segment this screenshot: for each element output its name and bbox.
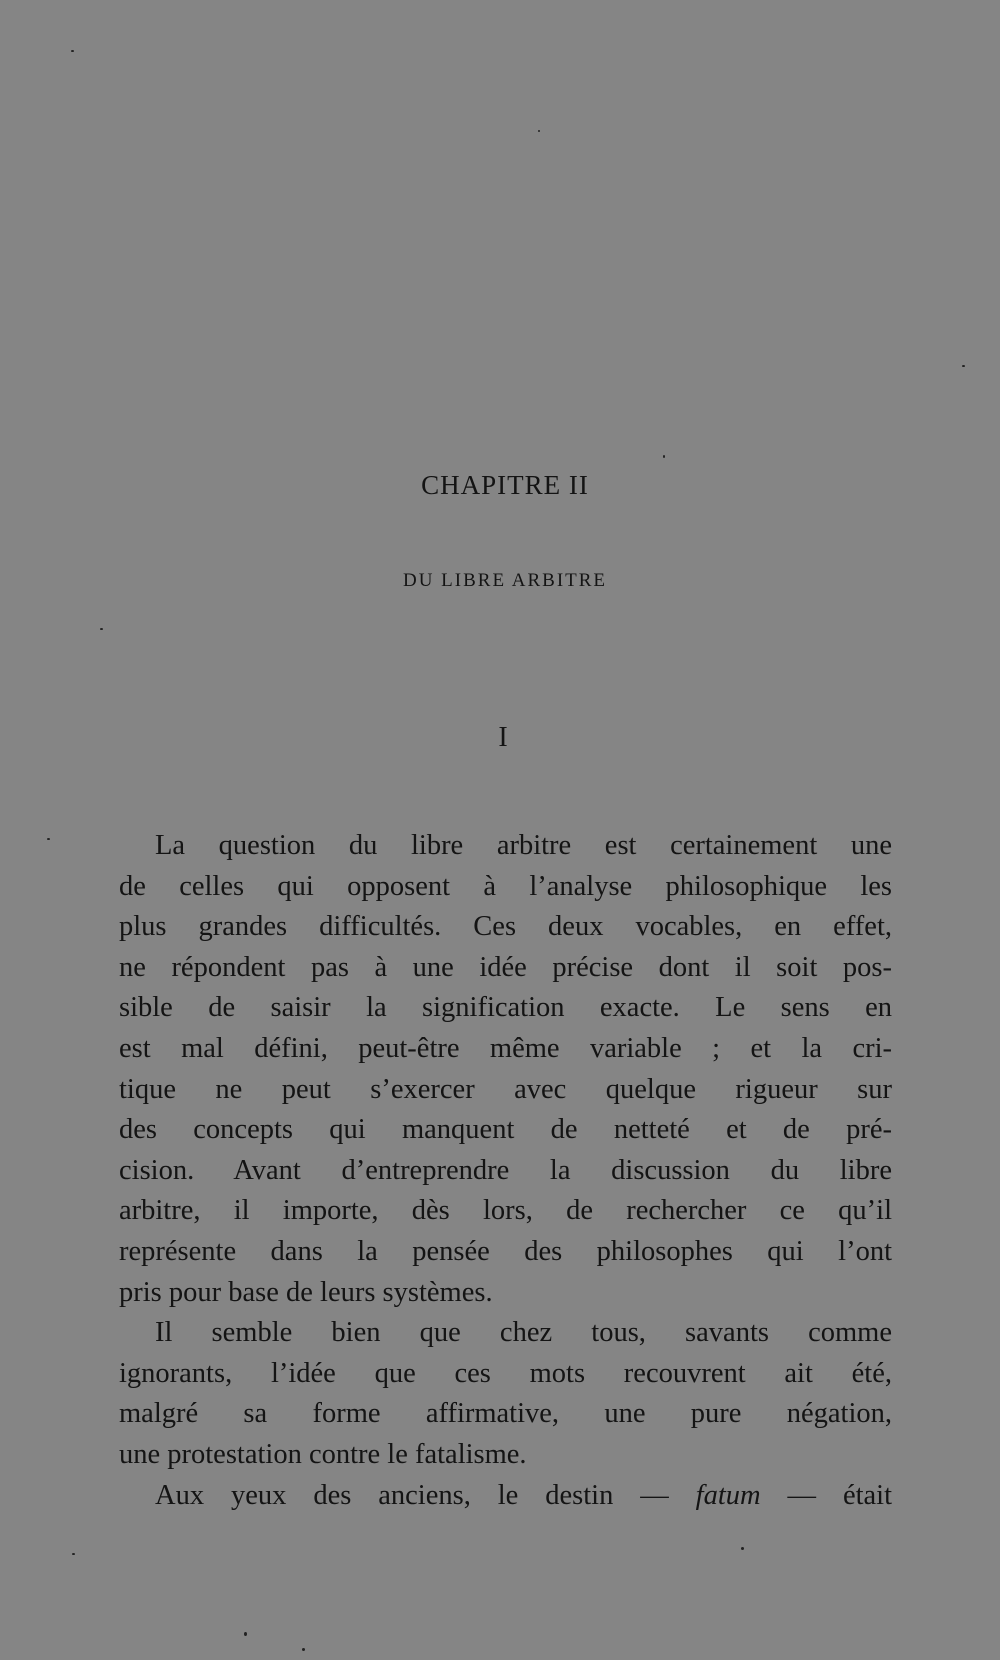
text-line: sible de saisir la signification exacte. Le sens en [119, 992, 892, 1024]
text-line: des concepts qui manquent de netteté et de pré- [119, 1114, 892, 1146]
text-line: une protestation contre le fatalisme. [119, 1438, 527, 1470]
text-line: est mal défini, peut-être même variable ; et la cri- [119, 1032, 892, 1064]
body-text [119, 826, 892, 1516]
ink-speck [741, 1547, 744, 1550]
section-number: I [498, 722, 508, 753]
text-line: Il semble bien que chez tous, savants comme [155, 1317, 892, 1349]
ink-speck [663, 455, 665, 458]
chapter-title: DU LIBRE ARBITRE [402, 570, 608, 591]
chapter-heading: CHAPITRE II [421, 470, 589, 500]
text-line: tique ne peut s’exercer avec quelque rigueur sur [119, 1073, 892, 1105]
ink-speck [962, 365, 965, 367]
ink-speck [71, 50, 74, 52]
ink-speck [100, 628, 103, 630]
text-line: plus grandes difficultés. Ces deux vocables, en effet, [119, 911, 892, 943]
ink-speck [72, 1553, 75, 1555]
text-line: représente dans la pensée des philosophes qui l’ont [119, 1235, 892, 1267]
final-line-after: — était [760, 1479, 892, 1511]
text-line: de celles qui opposent à l’analyse philosophique les [119, 870, 892, 902]
text-line: ne répondent pas à une idée précise dont il soit pos- [119, 951, 892, 983]
text-line-final [119, 1476, 892, 1517]
final-line-before: Aux yeux des anciens, le destin — [155, 1479, 696, 1511]
text-line: La question du libre arbitre est certainement une [155, 830, 892, 861]
ink-speck [538, 130, 540, 132]
text-line: malgré sa forme affirmative, une pure négation, [119, 1398, 892, 1430]
ink-speck [47, 838, 50, 840]
text-line: ignorants, l’idée que ces mots recouvrent ait été, [119, 1357, 892, 1389]
text-line: cision. Avant d’entreprendre la discussion du libre [119, 1154, 892, 1186]
final-line-italic: fatum [695, 1479, 761, 1511]
text-line: arbitre, il importe, dès lors, de rechercher ce qu’il [119, 1195, 892, 1227]
text-line: pris pour base de leurs systèmes. [119, 1276, 493, 1308]
ink-speck [244, 1632, 247, 1636]
ink-speck [302, 1648, 305, 1651]
